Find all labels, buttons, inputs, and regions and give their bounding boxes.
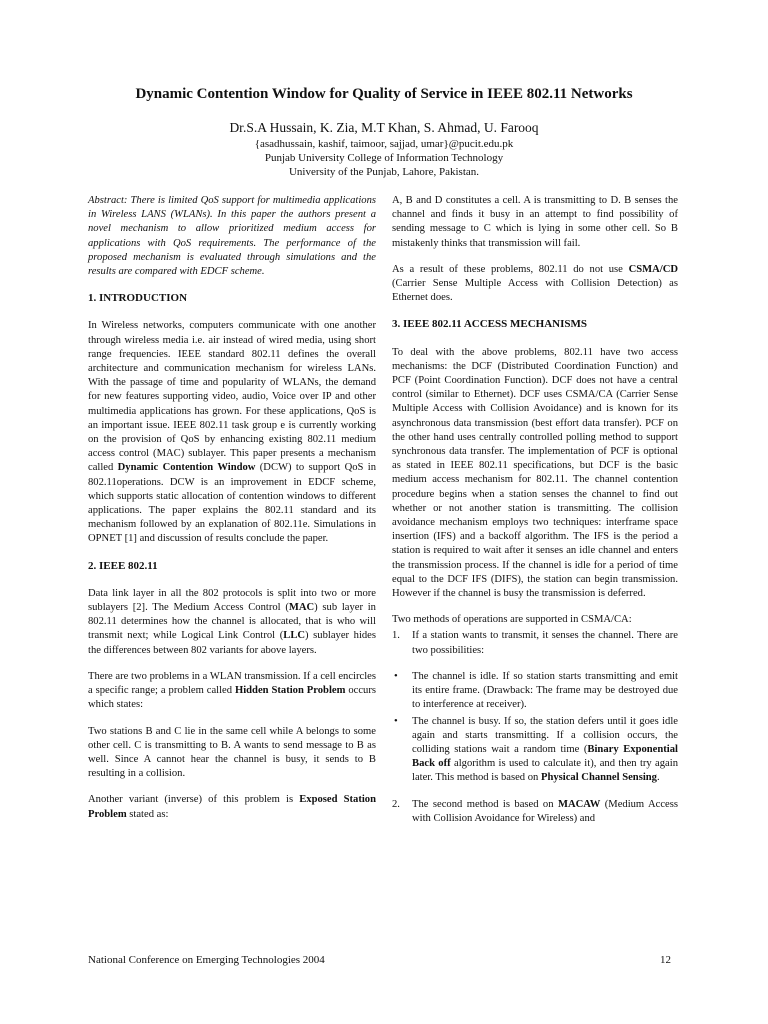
hidden-station-paragraph: There are two problems in a WLAN transmission. If a cell encircles a specific range; a problem called Hidden Station Problem occurs which states: xyxy=(88,670,376,711)
paper-authors: Dr.S.A Hussain, K. Zia, M.T Khan, S. Ahmad, U. Farooq xyxy=(229,120,539,135)
numbered-item-1: 1. If a station wants to transmit, it senses the channel. There are two possibilities: xyxy=(392,630,678,656)
exposed-station-paragraph: Another variant (inverse) of this problem is Exposed Station Problem stated as: xyxy=(88,794,376,820)
right-column xyxy=(392,194,678,826)
paper-title: Dynamic Contention Window for Quality of Service in IEEE 802.11 Networks xyxy=(135,86,633,102)
section-heading-introduction: 1. INTRODUCTION xyxy=(88,292,188,305)
left-column xyxy=(88,194,376,834)
affiliation-line-1: Punjab University College of Information Technology xyxy=(264,152,504,164)
intro-paragraph: In Wireless networks, computers communicate with one another through wireless media i.e. air instead of wired media, using short range frequencies. IEEE standard 802.11 defines the overall architecture and communication mechanism for wireless LANs. With the passage of time and popularity of WLANs, the demand for new features supporting video, audio, Voice over IP and other multimedia applications has grown. For these applications, QoS is an important issue. IEEE 802.11 task group e is currently working on the provision of QoS by enhancing existing 802.11 medium access control (MAC) sublayer. This paper presents a mechanism called Dynamic Contention Window (DCW) to support QoS in 802.11operations. DCW is an improvement in EDCF scheme, which supports static allocation of contention windows to different applications. The paper explains the 802.11 standard and its mechanism followed by an explanation of 802.11e. Simulations in OPNET [1] and discussion of results conclude the paper. xyxy=(88,320,376,545)
possibilities-list xyxy=(392,670,678,786)
exposed-station-example: A, B and D constitutes a cell. A is transmitting to D. B senses the channel and finds it busy in an attempt to find possibility of sending message to C which is lying in some other cell. So B mistakenly thinks that transmission will fail. xyxy=(392,195,678,249)
section-heading-access-mechanisms: 3. IEEE 802.11 ACCESS MECHANISMS xyxy=(392,318,587,331)
footer-conference: National Conference on Emerging Technologies 2004 xyxy=(88,954,325,966)
affiliation-line-2: University of the Punjab, Lahore, Pakistan. xyxy=(288,166,480,178)
hidden-station-example: Two stations B and C lie in the same cell while A belongs to some other cell. C is transmitting to B. A wants to send message to B as well. Since A cannot hear the channel is busy, it sends to B resulting in a collision. xyxy=(88,725,376,780)
author-emails: {asadhussain, kashif, taimoor, sajjad, umar}@pucit.edu.pk xyxy=(254,138,514,150)
access-mechanisms-paragraph: To deal with the above problems, 802.11 have two access mechanisms: the DCF (Distributed Coordination Function) and PCF (Point Coordination Function). DCF does not have a central control (similar to Ethernet). DCF uses CSMA/CA (Carrier Sense Multiple Access with Collision Avoidance) and is known for its asynchronous data transmission (best effort data transfer). PCF on the other hand uses centrally controlled polling method to support synchronous data transfer. The implementation of PCF is optional as stated in IEEE 802.11 specifications, but DCF is the basic medium access mechanism for 802.11. The channel contention procedure begins when a station senses the channel to find out whether or not another station is transmitting. The collision avoidance mechanism employs two techniques: interframe space insertion (IFS) and a backoff algorithm. The IFS is the period a station is required to wait after it senses an idle channel and enters the transmission process. If the channel is idle for a period of time equal to the DCF IFS (DIFS), the station can begin transmission. However if the channel is busy the transmission is deferred. xyxy=(392,346,678,600)
list-item-busy: • The channel is busy. If so, the station defers until it goes idle again and starts transmitting. If a collision occurs, the colliding stations wait a random time (Binary Exponential Back off algorithm is used to calculate it), and then try again later. This method is based on Physical Channel Sensing. xyxy=(392,715,678,786)
mac-paragraph: Data link layer in all the 802 protocols is split into two or more sublayers [2]. The Medium Access Control (MAC) sub layer in 802.11 determines how the channel is allocated, that is who will transmit next; while Logical Link Control (LLC) sublayer hides the differences between 802 variants for above layers. xyxy=(88,587,377,656)
numbered-item-2: 2. The second method is based on MACAW (Medium Access with Collision Avoidance for Wireless) and xyxy=(392,798,679,824)
page-number: 12 xyxy=(660,954,671,966)
list-item-idle: • The channel is idle. If so station starts transmitting and emit its entire frame. (Drawback: The frame may be destroyed due to interference at receiver). xyxy=(392,670,678,713)
abstract: Abstract: There is limited QoS support for multimedia applications in Wireless LANS (WLANs). In this paper the authors present a novel mechanism to allow prioritized medium access for applications with QoS requirements. The performance of the proposed mechanism is evaluated through simulations and the results are compared with EDCF scheme. xyxy=(88,195,376,278)
csma-ca-intro: Two methods of operations are supported in CSMA/CA: xyxy=(392,614,632,626)
section-heading-ieee80211: 2. IEEE 802.11 xyxy=(88,559,158,572)
csma-cd-paragraph: As a result of these problems, 802.11 do not use CSMA/CD (Carrier Sense Multiple Access with Collision Detection) as Ethernet does. xyxy=(392,263,678,304)
